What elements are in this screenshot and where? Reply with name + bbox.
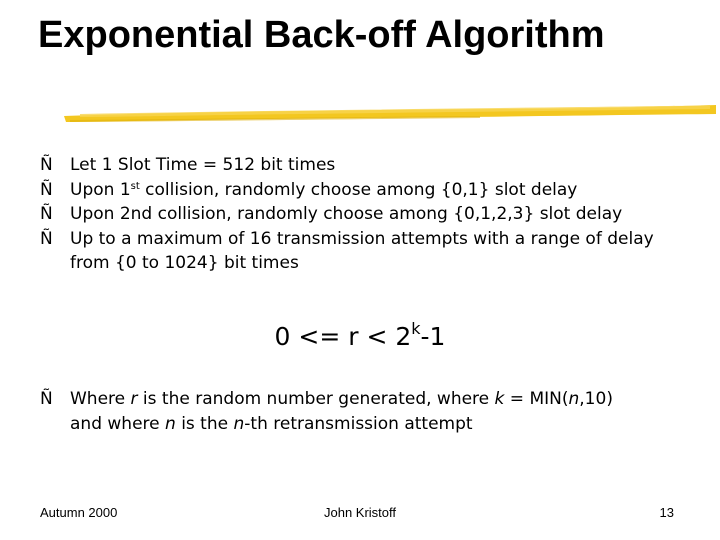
bullet-item [40,227,710,276]
bullet-text-suffix: collision, randomly choose among {0,1} slot delay [139,179,578,200]
bullet-marker: Ñ [40,155,53,175]
variable-n: n [165,413,176,434]
variable-n: n [233,413,245,434]
bullet-item [40,387,710,436]
bullet-text-line: from {0 to 1024} bit times [70,253,299,273]
bullet-text: Upon 2nd collision, randomly choose among {0,1,2,3} slot delay [70,204,623,224]
formula [0,320,720,354]
variable-k: k [494,389,505,409]
bullet-item [40,202,710,227]
text-run: = MIN( [504,389,569,409]
text-run: is the [175,413,234,434]
bullet-list [40,153,710,276]
ordinal-superscript: st [130,180,140,192]
text-run: -th retransmission attempt [244,413,473,434]
where-line-1 [70,387,710,412]
slide-title: Exponential Back-off Algorithm [38,14,605,56]
formula-base: 0 <= r < 2 [274,322,412,351]
bullet-marker: Ñ [40,204,53,224]
variable-n: n [568,389,580,409]
bullet-marker: Ñ [40,389,53,409]
where-bullet-list [40,387,710,436]
bullet-marker: Ñ [40,228,53,249]
footer-page-number: 13 [659,505,674,520]
bullet-text-prefix: Upon 1 [70,179,131,200]
text-run: ,10) [579,389,613,409]
bullet-marker: Ñ [40,179,53,200]
variable-r: r [130,389,138,409]
title-underline-brush [60,100,720,132]
bullet-text: Let 1 Slot Time = 512 bit times [70,155,336,175]
bullet-item [40,178,710,203]
where-line-2 [70,412,710,437]
footer-author: John Kristoff [323,505,397,520]
text-run: Where [70,389,131,409]
bullet-text-line: Up to a maximum of 16 transmission attempts with a range of delay [70,228,654,249]
footer-date: Autumn 2000 [40,505,118,520]
formula-exponent: k [411,319,421,338]
bullet-item [40,153,710,178]
text-run: is the random number generated, where [137,389,495,409]
text-run: and where [70,413,166,434]
formula-tail: -1 [420,322,446,351]
